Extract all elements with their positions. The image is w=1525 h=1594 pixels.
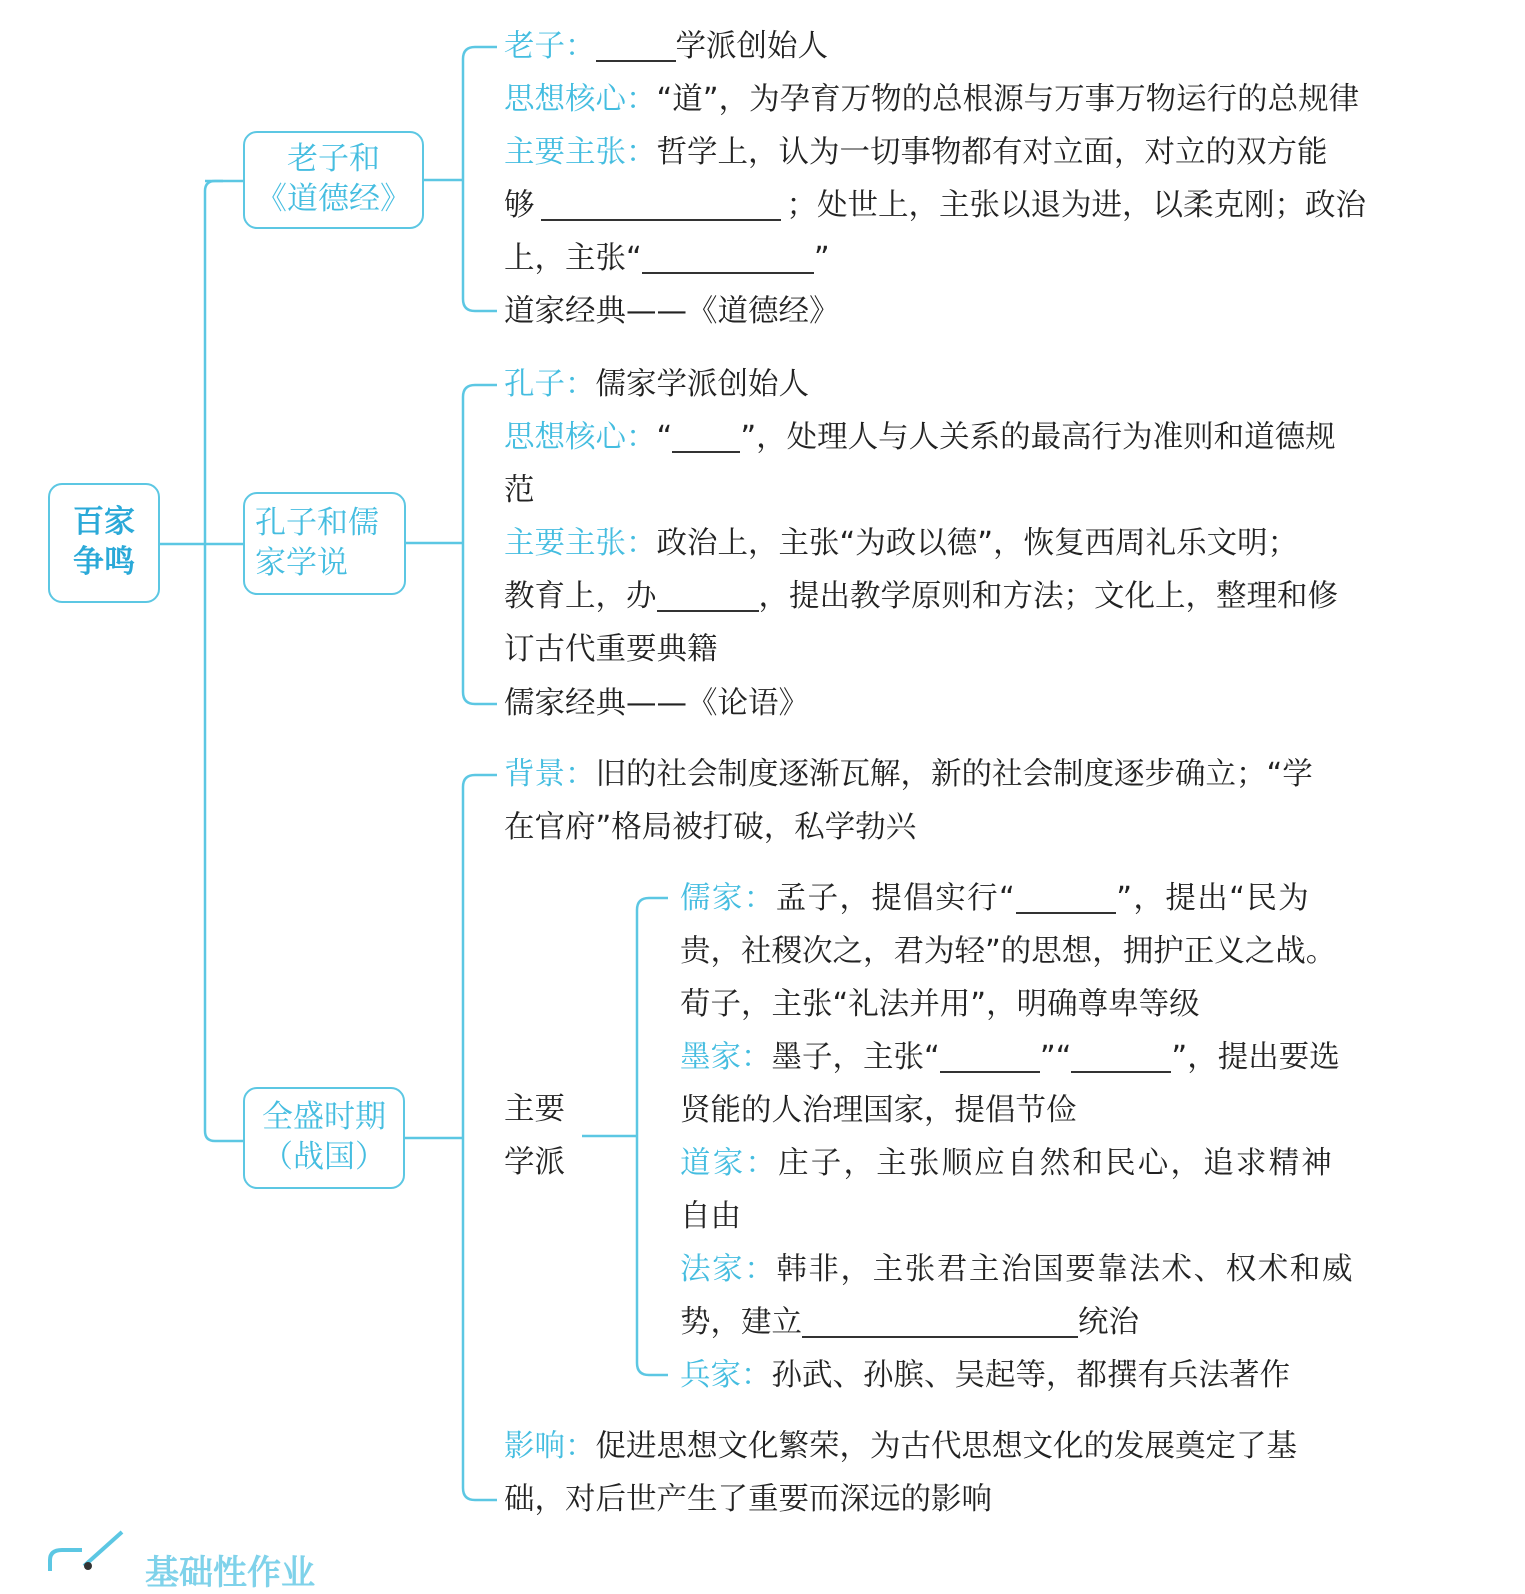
branch-laozi-node (243, 131, 424, 229)
kongzi-founder-text: 儒家学派创始人 (595, 367, 809, 402)
dao-line1: 庄子，主张顺应自然和民心，追求精神 (778, 1146, 1335, 1181)
root-label-line2: 争鸣 (73, 544, 135, 580)
bing-row-1 (680, 1349, 1290, 1402)
kongzi-claims-line2-pre: 教育上，办 (504, 579, 657, 614)
kongzi-core-label: 思想核心： (504, 420, 657, 455)
dao-row-1 (680, 1137, 1334, 1190)
kongzi-claims-blank (657, 576, 759, 612)
ru-row-3 (680, 978, 1200, 1031)
kongzi-claims-line2-post: ，提出教学原则和方法；文化上，整理和修 (758, 579, 1338, 614)
fa-label: 法家： (680, 1252, 777, 1287)
kongzi-core-line2: 范 (504, 473, 535, 508)
laozi-classic-row (504, 285, 840, 338)
branch-kongzi-node (243, 492, 406, 595)
laozi-founder-text: 学派创始人 (675, 29, 828, 64)
laozi-founder-row (504, 20, 828, 73)
kongzi-claims-label: 主要主张： (504, 526, 657, 561)
ru-blank (1016, 878, 1116, 914)
kongzi-claims-row-2 (504, 570, 1338, 623)
schools-label-line2 (504, 1136, 565, 1189)
ru-label: 儒家： (680, 881, 776, 916)
laozi-claims-row-2 (504, 179, 1366, 232)
laozi-claims-line2-pre: 够 (504, 188, 535, 223)
dao-line2: 自由 (680, 1199, 741, 1234)
branch-kongzi-label-line1: 孔子和儒 (255, 504, 379, 541)
dao-label: 道家： (680, 1146, 779, 1181)
ru-row-2 (680, 925, 1336, 978)
ru-row-1 (680, 872, 1310, 925)
laozi-claims-row-3 (504, 232, 830, 285)
laozi-core-text: “道”，为孕育万物的总根源与万事万物运行的总规律 (656, 82, 1360, 117)
kongzi-core-row-1 (504, 411, 1336, 464)
laozi-claims-line3-pre: 上，主张“ (504, 241, 642, 276)
ru-line3: 荀子，主张“礼法并用”，明确尊卑等级 (680, 987, 1200, 1022)
zhanguo-impact-label: 影响： (504, 1429, 596, 1464)
kongzi-core-blank (672, 417, 740, 453)
fa-row-1 (680, 1243, 1354, 1296)
zhanguo-bg-row-2 (504, 801, 916, 854)
zhanguo-bg-line1: 旧的社会制度逐渐瓦解，新的社会制度逐步确立；“学 (595, 757, 1313, 792)
zhanguo-bg-line2: 在官府”格局被打破，私学勃兴 (504, 810, 917, 845)
kongzi-core-pre: “ (656, 420, 673, 455)
schools-label-line1 (504, 1083, 565, 1136)
branch-laozi-label-line1: 老子和 (287, 141, 380, 178)
kongzi-core-row-2 (504, 464, 535, 517)
schools-label-text-1: 主要 (504, 1092, 565, 1127)
kongzi-claims-line1: 政治上，主张“为政以德”，恢复西周礼乐文明； (656, 526, 1299, 561)
laozi-claims-blank-1 (541, 185, 781, 221)
laozi-claims-line3-post: ” (813, 241, 830, 276)
kongzi-founder-label: 孔子： (504, 367, 596, 402)
zhanguo-bg-row-1 (504, 748, 1313, 801)
laozi-claims-row-1 (504, 126, 1328, 179)
kongzi-classic-row (504, 677, 809, 730)
bing-label: 兵家： (680, 1358, 772, 1393)
branch-zhanguo-label-line1: 全盛时期 (262, 1099, 386, 1136)
mo-row-1 (680, 1031, 1340, 1084)
mo-line1-mid: ”“ (1039, 1040, 1072, 1075)
bing-line1: 孙武、孙膑、吴起等，都撰有兵法著作 (771, 1358, 1290, 1393)
mo-line1-post: ”，提出要选 (1171, 1040, 1340, 1075)
laozi-claims-label: 主要主张： (504, 135, 657, 170)
branch-kongzi-label-line2: 家学说 (255, 544, 348, 581)
fa-row-2 (680, 1296, 1139, 1349)
zhanguo-impact-row-2 (504, 1473, 992, 1526)
mo-line1-pre: 墨子，主张“ (771, 1040, 940, 1075)
mo-blank-1 (940, 1037, 1040, 1073)
kongzi-claims-row-3 (504, 623, 718, 676)
kongzi-claims-line3: 订古代重要典籍 (504, 632, 718, 667)
section-title: 基础性作业 (145, 1553, 315, 1593)
mo-label: 墨家： (680, 1040, 772, 1075)
laozi-core-label: 思想核心： (504, 82, 657, 117)
laozi-claims-line1: 哲学上，认为一切事物都有对立面，对立的双方能 (656, 135, 1328, 170)
ru-line1-post: ”，提出“民为 (1116, 881, 1311, 916)
mo-row-2 (680, 1084, 1077, 1137)
laozi-core-row (504, 73, 1359, 126)
zhanguo-impact-row-1 (504, 1420, 1297, 1473)
ru-line2: 贵，社稷次之，君为轻”的思想，拥护正义之战。 (680, 934, 1337, 969)
branch-zhanguo-label-line2: （战国） (262, 1139, 386, 1175)
fa-blank (802, 1302, 1078, 1338)
branch-zhanguo-node (243, 1087, 405, 1189)
branch-laozi-label-line2: 《道德经》 (256, 181, 411, 217)
laozi-claims-line2-post: ；处世上，主张以退为进，以柔克刚；政治 (786, 188, 1366, 223)
schools-label-text-2: 学派 (504, 1145, 565, 1180)
kongzi-claims-row-1 (504, 517, 1298, 570)
root-label-line1: 百家 (73, 504, 135, 541)
zhanguo-impact-line2: 础，对后世产生了重要而深远的影响 (504, 1482, 992, 1517)
mo-line2: 贤能的人治理国家，提倡节俭 (680, 1093, 1077, 1128)
ru-line1-pre: 孟子，提倡实行“ (775, 881, 1017, 916)
laozi-founder-blank (596, 26, 676, 62)
laozi-classic: 道家经典——《道德经》 (504, 294, 840, 329)
laozi-founder-label: 老子： (504, 29, 596, 64)
fa-line2-post: 统治 (1078, 1305, 1139, 1340)
root-node (48, 483, 160, 603)
fa-line1: 韩非，主张君主治国要靠法术、权术和威 (776, 1252, 1355, 1287)
kongzi-founder-row (504, 358, 809, 411)
kongzi-classic: 儒家经典——《论语》 (504, 686, 809, 721)
dao-row-2 (680, 1190, 741, 1243)
mo-blank-2 (1071, 1037, 1171, 1073)
laozi-claims-blank-2 (642, 238, 814, 274)
kongzi-core-post: ”，处理人与人关系的最高行为准则和道德规 (740, 420, 1336, 455)
zhanguo-impact-line1: 促进思想文化繁荣，为古代思想文化的发展奠定了基 (595, 1429, 1297, 1464)
fa-line2-pre: 势，建立 (680, 1305, 802, 1340)
zhanguo-bg-label: 背景： (504, 757, 596, 792)
